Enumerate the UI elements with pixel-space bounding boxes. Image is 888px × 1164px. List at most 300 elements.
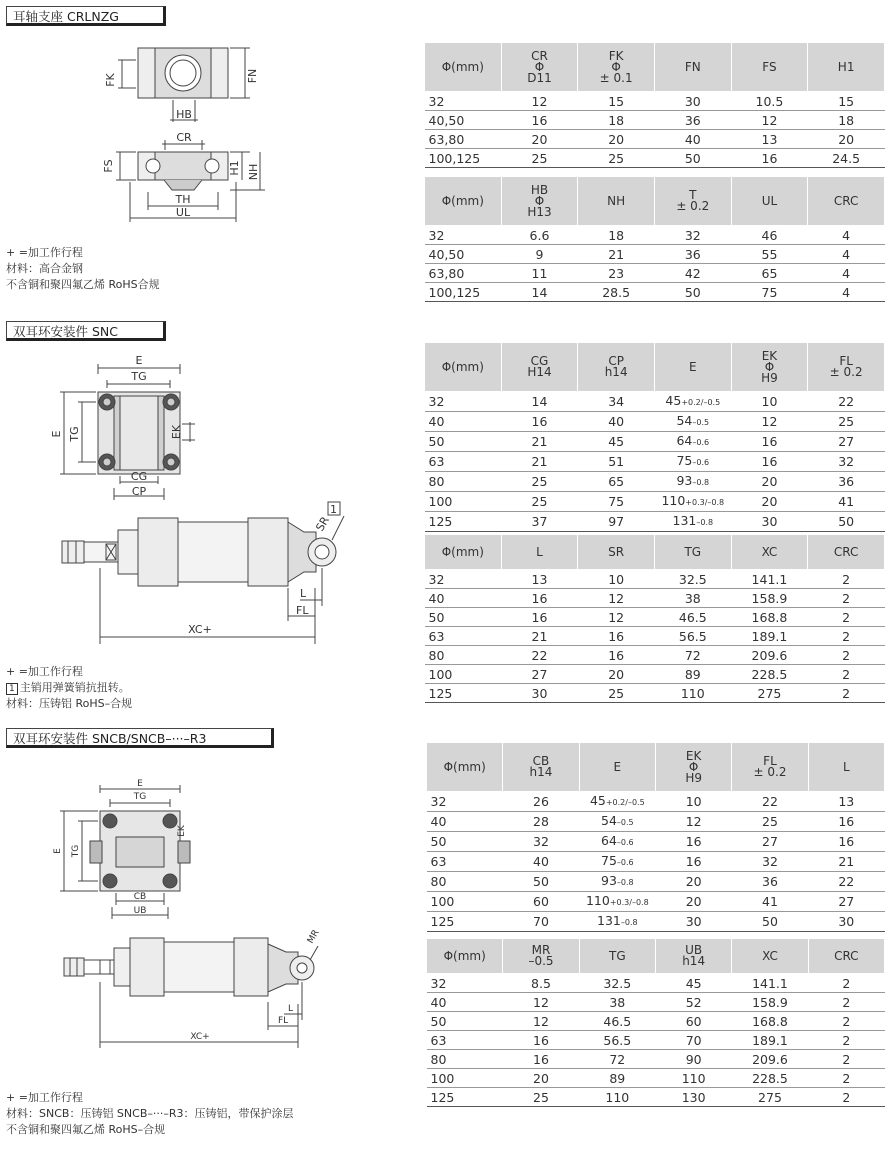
- table-cell: 21: [501, 452, 578, 472]
- table-cell: 2: [808, 974, 884, 993]
- table-cell: 16: [808, 812, 884, 832]
- table-row: [427, 812, 885, 832]
- table-cell: 80: [427, 1050, 503, 1069]
- table-cell: 40,50: [425, 245, 502, 264]
- table-cell: 100: [425, 665, 502, 684]
- dim-fs: FS: [102, 159, 115, 173]
- table-cell: 4: [808, 245, 885, 264]
- tolerance-subscript: –0.6: [692, 438, 710, 447]
- table-cell: 22: [808, 392, 885, 412]
- table-row: [427, 832, 885, 852]
- table-cell: 40: [503, 852, 579, 872]
- table-cell: 12: [655, 812, 731, 832]
- table-header-row: [425, 343, 885, 392]
- table-cell: 40,50: [425, 111, 502, 130]
- table-cell: 4: [808, 264, 885, 283]
- table-cell: 64–0.6: [654, 432, 731, 452]
- table-cell: 100: [427, 1069, 503, 1088]
- table-cell: 10: [731, 392, 808, 412]
- table-cell: 16: [578, 646, 655, 665]
- column-header: TG: [579, 939, 655, 974]
- section-title-snc: 双耳环安装件 SNC: [6, 321, 166, 341]
- dim-e: E: [137, 779, 143, 789]
- dim-sr: SR: [313, 514, 332, 534]
- table-cell: 36: [808, 472, 885, 492]
- table-cell: 64–0.6: [579, 832, 655, 852]
- table-cell: 32.5: [654, 570, 731, 589]
- table-row: [425, 452, 885, 472]
- dim-fk: FK: [104, 73, 117, 87]
- table-cell: 23: [578, 264, 655, 283]
- table-cell: 21: [501, 432, 578, 452]
- table-row: [425, 472, 885, 492]
- dim-xc: XC+: [188, 623, 212, 636]
- table-cell: 20: [731, 472, 808, 492]
- column-header: FS: [731, 43, 808, 92]
- column-header: FN: [654, 43, 731, 92]
- table-cell: 12: [503, 993, 579, 1012]
- table-cell: 46: [731, 226, 808, 245]
- dim-ek: EK: [170, 424, 183, 440]
- dim-hb: HB: [176, 108, 192, 121]
- table-cell: 36: [654, 245, 731, 264]
- table-cell: 20: [578, 130, 655, 149]
- table-cell: 11: [501, 264, 578, 283]
- column-header: FL ± 0.2: [808, 343, 885, 392]
- table-cell: 25: [808, 412, 885, 432]
- table-cell: 27: [732, 832, 808, 852]
- table-row: [427, 1050, 885, 1069]
- table-cell: 14: [501, 283, 578, 302]
- column-header: CP h14: [578, 343, 655, 392]
- table-cell: 20: [655, 892, 731, 912]
- table-cell: 60: [655, 1012, 731, 1031]
- table-cell: 25: [732, 812, 808, 832]
- tolerance-subscript: –0.8: [696, 518, 714, 527]
- table-cell: 12: [501, 92, 578, 111]
- table-cell: 30: [501, 684, 578, 703]
- table-cell: 16: [501, 111, 578, 130]
- table-cell: 2: [808, 1069, 884, 1088]
- table-cell: 15: [578, 92, 655, 111]
- table-cell: 32: [732, 852, 808, 872]
- note-line: 不含铜和聚四氟乙烯 RoHS合规: [6, 278, 160, 291]
- column-header: Φ(mm): [425, 343, 502, 392]
- table-cell: 75: [731, 283, 808, 302]
- dim-tg: TG: [133, 792, 147, 802]
- column-header: CG H14: [501, 343, 578, 392]
- table-row: [425, 432, 885, 452]
- table-cell: 30: [731, 512, 808, 532]
- table-cell: 27: [808, 892, 884, 912]
- table-cell: 15: [808, 92, 885, 111]
- table-cell: 50: [425, 608, 502, 627]
- table-cell: 65: [731, 264, 808, 283]
- table-cell: 20: [655, 872, 731, 892]
- column-header: Φ(mm): [425, 535, 502, 570]
- column-header: XC: [731, 535, 808, 570]
- column-header: CB h14: [503, 743, 579, 792]
- table-cell: 30: [655, 912, 731, 932]
- table-cell: 20: [501, 130, 578, 149]
- note-line: 1 主销用弹簧销抗扭转。: [6, 680, 132, 696]
- table-cell: 21: [808, 852, 884, 872]
- table-header-row: [427, 939, 885, 974]
- table-cell: 72: [579, 1050, 655, 1069]
- table-cell: 22: [732, 792, 808, 812]
- table-cell: 45+0.2/–0.5: [579, 792, 655, 812]
- table-cell: 110+0.3/–0.8: [579, 892, 655, 912]
- table-cell: 40: [427, 812, 503, 832]
- table-cell: 32: [425, 392, 502, 412]
- table-cell: 32: [654, 226, 731, 245]
- table-cell: 2: [808, 1012, 884, 1031]
- tolerance-subscript: +0.2/–0.5: [605, 798, 645, 807]
- column-header: FK Φ ± 0.1: [578, 43, 655, 92]
- table-cell: 63: [425, 627, 502, 646]
- table-cell: 40: [425, 412, 502, 432]
- table-cell: 168.8: [732, 1012, 808, 1031]
- table-cell: 50: [654, 149, 731, 168]
- table-cell: 93–0.8: [654, 472, 731, 492]
- table-row: [425, 608, 885, 627]
- table-cell: 100,125: [425, 149, 502, 168]
- table-cell: 30: [654, 92, 731, 111]
- table-cell: 63: [427, 1031, 503, 1050]
- dim-cb: CB: [133, 892, 147, 902]
- table-cell: 27: [808, 432, 885, 452]
- dim-th: TH: [175, 193, 191, 206]
- table-cell: 72: [654, 646, 731, 665]
- table-cell: 90: [655, 1050, 731, 1069]
- table-cell: 70: [655, 1031, 731, 1050]
- table-row: [427, 912, 885, 932]
- table-cell: 54–0.5: [654, 412, 731, 432]
- table-cell: 32: [425, 92, 502, 111]
- tolerance-subscript: –0.6: [616, 858, 634, 867]
- table-row: [425, 283, 885, 302]
- table-cell: 130: [655, 1088, 731, 1107]
- note-callout-box: 1: [6, 683, 18, 695]
- column-header: E: [579, 743, 655, 792]
- table-cell: 141.1: [732, 974, 808, 993]
- clevis-sncb-side-drawing: [60, 922, 330, 1052]
- table-cell: 125: [427, 912, 503, 932]
- dim-ek: EK: [177, 825, 187, 837]
- table-cell: 27: [501, 665, 578, 684]
- table-cell: 40: [654, 130, 731, 149]
- tolerance-subscript: –0.6: [692, 458, 710, 467]
- note-line: 材料：压铸铝 RoHS–合规: [6, 697, 133, 710]
- table-cell: 4: [808, 226, 885, 245]
- column-header: FL ± 0.2: [732, 743, 808, 792]
- table-cell: 9: [501, 245, 578, 264]
- table-cell: 20: [578, 665, 655, 684]
- table-cell: 38: [579, 993, 655, 1012]
- table-row: [425, 130, 885, 149]
- table-cell: 75: [578, 492, 655, 512]
- table-row: [425, 684, 885, 703]
- table-row: [425, 512, 885, 532]
- column-header: E: [654, 343, 731, 392]
- table-cell: 2: [808, 1050, 884, 1069]
- tolerance-subscript: –0.8: [620, 918, 638, 927]
- table-cell: 2: [808, 993, 884, 1012]
- column-header: L: [501, 535, 578, 570]
- table-cell: 10: [655, 792, 731, 812]
- table-cell: 46.5: [579, 1012, 655, 1031]
- table-cell: 16: [808, 832, 884, 852]
- table-cell: 10.5: [731, 92, 808, 111]
- table-cell: 189.1: [731, 627, 808, 646]
- table-row: [425, 392, 885, 412]
- column-header: H1: [808, 43, 885, 92]
- table-cell: 12: [578, 608, 655, 627]
- table-row: [427, 872, 885, 892]
- table-row: [425, 92, 885, 111]
- spec-table-snc-2: [424, 534, 885, 703]
- clevis-snc-front-drawing: [50, 352, 200, 507]
- spec-table-snc-1: [424, 342, 885, 532]
- table-cell: 2: [808, 608, 885, 627]
- table-cell: 16: [731, 432, 808, 452]
- table-cell: 45: [655, 974, 731, 993]
- dim-ub: UB: [133, 906, 147, 916]
- table-cell: 40: [427, 993, 503, 1012]
- column-header: CR Φ D11: [501, 43, 578, 92]
- note-line: 材料：高合金钢: [6, 262, 83, 275]
- table-cell: 2: [808, 570, 885, 589]
- dim-fl: FL: [296, 604, 309, 617]
- column-header: EK Φ H9: [731, 343, 808, 392]
- table-cell: 51: [578, 452, 655, 472]
- table-cell: 22: [808, 872, 884, 892]
- column-header: CRC: [808, 177, 885, 226]
- column-header: Φ(mm): [425, 43, 502, 92]
- dim-cp: CP: [131, 485, 147, 498]
- table-cell: 80: [427, 872, 503, 892]
- dim-tg-left: TG: [71, 844, 81, 858]
- table-row: [425, 646, 885, 665]
- dim-tg: TG: [131, 370, 147, 383]
- dim-cg: CG: [130, 470, 148, 483]
- table-cell: 12: [731, 412, 808, 432]
- table-cell: 18: [808, 111, 885, 130]
- table-cell: 13: [731, 130, 808, 149]
- table-cell: 50: [808, 512, 885, 532]
- note-line: + =加工作行程: [6, 665, 83, 678]
- table-cell: 168.8: [731, 608, 808, 627]
- table-cell: 20: [808, 130, 885, 149]
- table-cell: 70: [503, 912, 579, 932]
- table-cell: 26: [503, 792, 579, 812]
- dim-tg-left: TG: [68, 426, 81, 442]
- table-cell: 16: [503, 1050, 579, 1069]
- table-cell: 22: [501, 646, 578, 665]
- table-cell: 32.5: [579, 974, 655, 993]
- table-cell: 21: [501, 627, 578, 646]
- table-cell: 41: [732, 892, 808, 912]
- table-cell: 97: [578, 512, 655, 532]
- table-cell: 45: [578, 432, 655, 452]
- table-cell: 65: [578, 472, 655, 492]
- tolerance-subscript: –0.6: [616, 838, 634, 847]
- table-cell: 55: [731, 245, 808, 264]
- section-title-crlnzg: 耳轴支座 CRLNZG: [6, 6, 166, 26]
- table-cell: 16: [578, 627, 655, 646]
- table-cell: 12: [731, 111, 808, 130]
- table-cell: 4: [808, 283, 885, 302]
- spec-table-crlnzg-1: [424, 42, 885, 168]
- table-cell: 131–0.8: [654, 512, 731, 532]
- table-cell: 125: [425, 684, 502, 703]
- section-title-sncb: 双耳环安装件 SNCB/SNCB–···–R3: [6, 728, 274, 748]
- dim-nh: NH: [247, 163, 260, 181]
- table-cell: 2: [808, 627, 885, 646]
- table-cell: 28.5: [578, 283, 655, 302]
- table-cell: 100,125: [425, 283, 502, 302]
- notes-snc: [6, 664, 132, 712]
- table-cell: 110: [655, 1069, 731, 1088]
- table-cell: 50: [654, 283, 731, 302]
- table-row: [427, 852, 885, 872]
- column-header: Φ(mm): [427, 743, 503, 792]
- table-cell: 2: [808, 589, 885, 608]
- table-row: [427, 1012, 885, 1031]
- table-cell: 2: [808, 684, 885, 703]
- table-row: [425, 412, 885, 432]
- table-row: [425, 570, 885, 589]
- table-cell: 46.5: [654, 608, 731, 627]
- table-cell: 6.6: [501, 226, 578, 245]
- table-cell: 50: [732, 912, 808, 932]
- table-cell: 24.5: [808, 149, 885, 168]
- table-cell: 50: [427, 832, 503, 852]
- table-cell: 25: [578, 149, 655, 168]
- table-cell: 16: [501, 608, 578, 627]
- column-header: Φ(mm): [425, 177, 502, 226]
- dim-e: E: [135, 354, 143, 367]
- table-row: [425, 149, 885, 168]
- table-row: [425, 665, 885, 684]
- table-row: [425, 627, 885, 646]
- table-cell: 80: [425, 472, 502, 492]
- table-header-row: [427, 743, 885, 792]
- table-cell: 41: [808, 492, 885, 512]
- spec-table-sncb-2: [426, 938, 885, 1107]
- table-cell: 89: [654, 665, 731, 684]
- table-cell: 38: [654, 589, 731, 608]
- spec-table-sncb-1: [426, 742, 885, 932]
- table-cell: 275: [732, 1088, 808, 1107]
- table-cell: 63: [425, 452, 502, 472]
- table-cell: 37: [501, 512, 578, 532]
- column-header: T ± 0.2: [654, 177, 731, 226]
- column-header: Φ(mm): [427, 939, 503, 974]
- table-cell: 32: [425, 570, 502, 589]
- table-cell: 158.9: [731, 589, 808, 608]
- table-cell: 36: [732, 872, 808, 892]
- table-row: [427, 892, 885, 912]
- table-cell: 30: [808, 912, 884, 932]
- table-row: [427, 1031, 885, 1050]
- column-header: CRC: [808, 939, 884, 974]
- table-header-row: [425, 177, 885, 226]
- table-cell: 14: [501, 392, 578, 412]
- note-line: + =加工作行程: [6, 246, 83, 259]
- table-cell: 25: [578, 684, 655, 703]
- table-cell: 25: [503, 1088, 579, 1107]
- table-cell: 16: [731, 452, 808, 472]
- table-cell: 110: [654, 684, 731, 703]
- table-cell: 189.1: [732, 1031, 808, 1050]
- table-cell: 21: [578, 245, 655, 264]
- table-cell: 60: [503, 892, 579, 912]
- table-cell: 16: [655, 852, 731, 872]
- table-cell: 32: [425, 226, 502, 245]
- table-cell: 18: [578, 226, 655, 245]
- table-cell: 228.5: [732, 1069, 808, 1088]
- table-cell: 16: [731, 149, 808, 168]
- callout-1: 1: [330, 503, 337, 516]
- tolerance-subscript: +0.3/–0.8: [685, 498, 725, 507]
- table-row: [425, 492, 885, 512]
- table-cell: 25: [501, 492, 578, 512]
- column-header: EK Φ H9: [655, 743, 731, 792]
- table-cell: 36: [654, 111, 731, 130]
- column-header: NH: [578, 177, 655, 226]
- note-line: + =加工作行程: [6, 1091, 83, 1104]
- table-cell: 25: [501, 472, 578, 492]
- table-cell: 25: [501, 149, 578, 168]
- table-row: [427, 792, 885, 812]
- table-cell: 89: [579, 1069, 655, 1088]
- table-cell: 2: [808, 1031, 884, 1050]
- table-cell: 75–0.6: [654, 452, 731, 472]
- dim-ul: UL: [175, 206, 191, 219]
- table-cell: 2: [808, 646, 885, 665]
- table-cell: 16: [501, 412, 578, 432]
- tolerance-subscript: +0.3/–0.8: [609, 898, 649, 907]
- column-header: SR: [578, 535, 655, 570]
- table-row: [425, 111, 885, 130]
- table-cell: 16: [501, 589, 578, 608]
- tolerance-subscript: –0.8: [692, 478, 710, 487]
- dim-l: L: [300, 587, 307, 600]
- table-cell: 100: [425, 492, 502, 512]
- table-cell: 52: [655, 993, 731, 1012]
- table-cell: 13: [808, 792, 884, 812]
- table-cell: 56.5: [579, 1031, 655, 1050]
- column-header: CRC: [808, 535, 885, 570]
- table-cell: 12: [503, 1012, 579, 1031]
- table-cell: 93–0.8: [579, 872, 655, 892]
- table-cell: 209.6: [731, 646, 808, 665]
- table-cell: 2: [808, 1088, 884, 1107]
- table-cell: 32: [427, 792, 503, 812]
- table-cell: 209.6: [732, 1050, 808, 1069]
- table-cell: 16: [503, 1031, 579, 1050]
- table-cell: 100: [427, 892, 503, 912]
- table-cell: 54–0.5: [579, 812, 655, 832]
- table-cell: 63,80: [425, 264, 502, 283]
- dim-e-left: E: [50, 430, 63, 438]
- table-cell: 80: [425, 646, 502, 665]
- table-cell: 56.5: [654, 627, 731, 646]
- tolerance-subscript: +0.2/–0.5: [681, 398, 721, 407]
- column-header: UL: [731, 177, 808, 226]
- table-cell: 32: [427, 974, 503, 993]
